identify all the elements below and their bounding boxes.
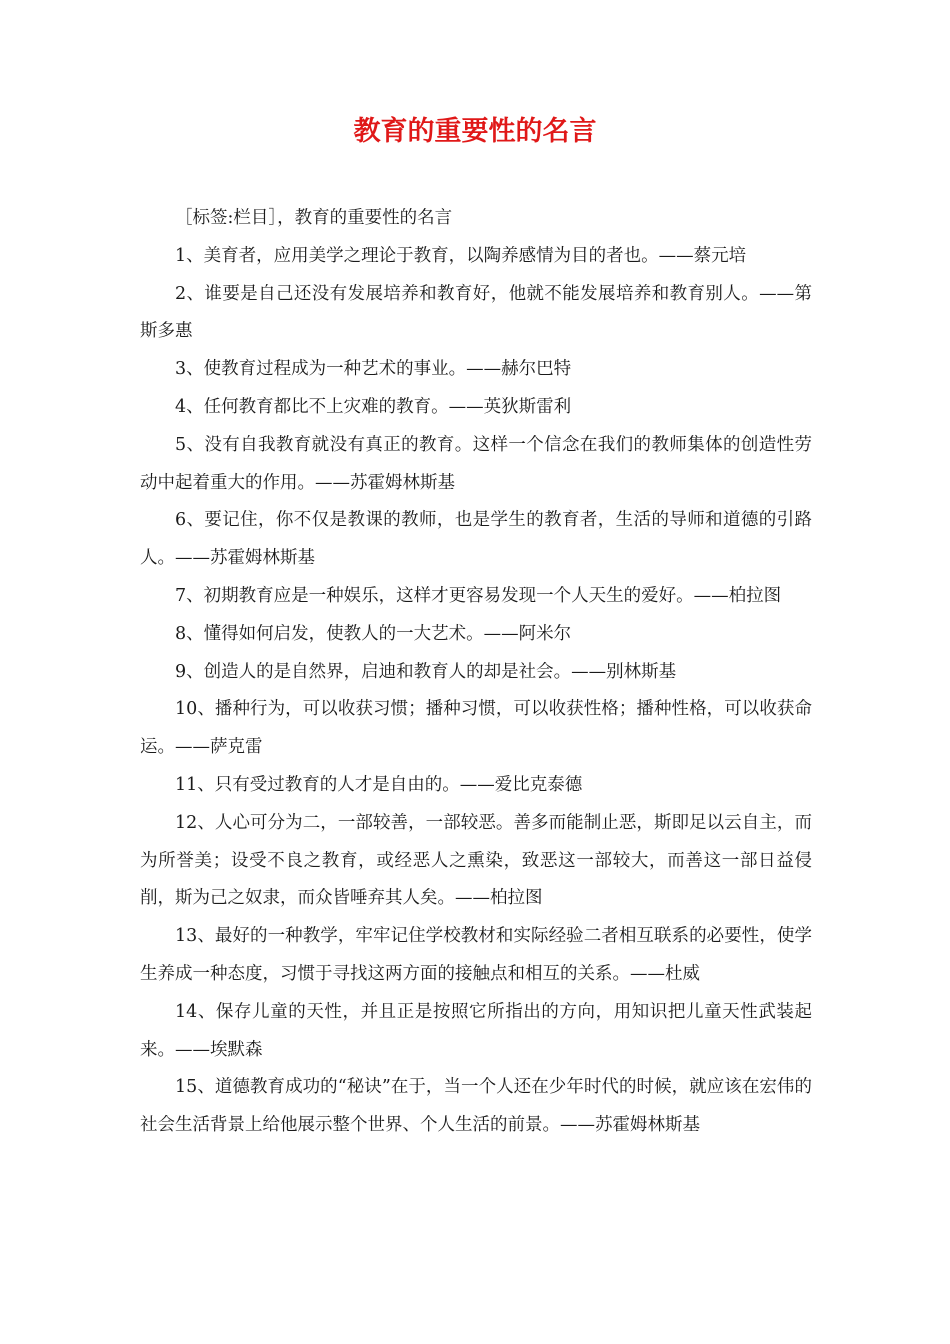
quote-paragraph: 15、道德教育成功的“秘诀”在于，当一个人还在少年时代的时候，就应该在宏伟的社会生活背景上给他展示整个世界、个人生活的前景。——苏霍姆林斯基	[140, 1077, 812, 1136]
quote-paragraph: 11、只有受过教育的人才是自由的。——爱比克泰德	[175, 774, 583, 795]
quote-paragraph: 12、人心可分为二，一部较善，一部较恶。善多而能制止恶，斯即足以云自主，而为所誉美；设受不良之教育，或经恶人之熏染，致恶这一部较大，而善这一部日益侵削，斯为己之奴隶，而众皆唾弃其人矣。——柏拉图	[140, 812, 812, 909]
quote-paragraph: 9、创造人的是自然界，启迪和教育人的却是社会。——别林斯基	[175, 661, 677, 682]
quote-paragraph: 5、没有自我教育就没有真正的教育。这样一个信念在我们的教师集体的创造性劳动中起着重大的作用。——苏霍姆林斯基	[140, 434, 812, 493]
quote-paragraph: 1、美育者，应用美学之理论于教育，以陶养感情为目的者也。——蔡元培	[175, 245, 747, 266]
intro-paragraph: ［标签:栏目］，教育的重要性的名言	[175, 208, 453, 228]
quote-paragraph: 10、播种行为，可以收获习惯；播种习惯，可以收获性格；播种性格，可以收获命运。——萨克雷	[140, 699, 812, 758]
quote-paragraph: 4、任何教育都比不上灾难的教育。——英狄斯雷利	[175, 396, 572, 417]
quote-paragraph: 7、初期教育应是一种娱乐，这样才更容易发现一个人天生的爱好。——柏拉图	[175, 585, 782, 606]
quote-paragraph: 14、保存儿童的天性，并且正是按照它所指出的方向，用知识把儿童天性武装起来。——埃默森	[140, 1001, 812, 1060]
quote-paragraph: 3、使教育过程成为一种艺术的事业。——赫尔巴特	[175, 359, 572, 380]
quote-paragraph: 13、最好的一种教学，牢牢记住学校教材和实际经验二者相互联系的必要性，使学生养成一种态度，习惯于寻找这两方面的接触点和相互的关系。——杜威	[140, 926, 812, 984]
document-title: 教育的重要性的名言	[353, 116, 597, 147]
document-body	[140, 200, 812, 1145]
quote-paragraph: 2、谁要是自己还没有发展培养和教育好，他就不能发展培养和教育别人。——第斯多惠	[140, 283, 812, 342]
quote-paragraph: 8、懂得如何启发，使教人的一大艺术。——阿米尔	[175, 623, 572, 644]
quote-paragraph: 6、要记住，你不仅是教课的教师，也是学生的教育者，生活的导师和道德的引路人。——苏霍姆林斯基	[140, 510, 812, 569]
